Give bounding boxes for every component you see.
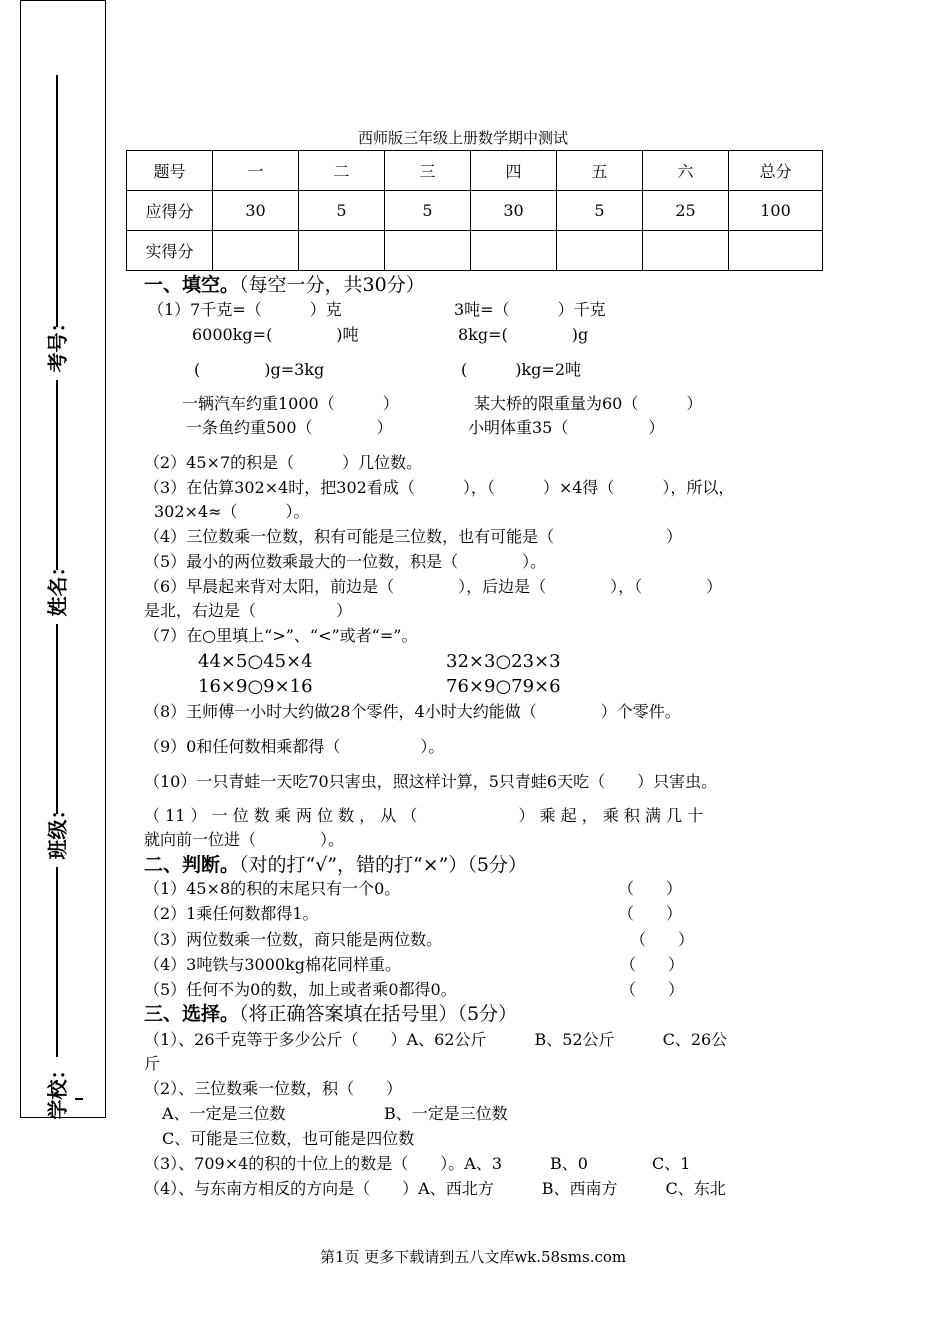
q7-compare-b: 32×3○23×3: [446, 651, 561, 672]
judge-item-3: （3）两位数乘一位数，商只能是两位数。: [144, 930, 443, 949]
score-input-cell[interactable]: [385, 231, 471, 271]
table-cell: 四: [471, 151, 557, 191]
binding-line-3: [56, 624, 58, 814]
q1d-left: 一辆汽车约重1000（ ）: [182, 394, 399, 413]
q11-line1: （ 11 ） 一 位 数 乘 两 位 数 ， 从 （ ） 乘 起 ， 乘 积 满 几 十: [144, 806, 704, 825]
judge-item-4: （4）3吨铁与3000kg棉花同样重。: [144, 955, 402, 974]
table-cell: 5: [385, 191, 471, 231]
q1c-right: ( )kg=2吨: [461, 360, 582, 379]
q1a-right: 3吨=（ ）千克: [454, 300, 606, 319]
q7-compare-a: 44×5○45×4: [198, 651, 313, 672]
table-cell: 一: [213, 151, 299, 191]
choice-q2-option-b: B、一定是三位数: [384, 1104, 508, 1123]
choice-q2-option-c: C、可能是三位数，也可能是四位数: [162, 1129, 415, 1148]
table-cell: 题号: [127, 151, 213, 191]
score-table: [126, 150, 823, 271]
table-row: [127, 151, 823, 191]
choice-q1-line1: （1）、26千克等于多少公斤（ ）A、62公斤 B、52公斤 C、26公: [144, 1030, 728, 1049]
table-row: [127, 231, 823, 271]
judge-paren-2[interactable]: （ ）: [618, 904, 683, 923]
q4: （4）三位数乘一位数，积有可能是三位数，也有可能是（ ）: [144, 527, 683, 546]
table-cell: 实得分: [127, 231, 213, 271]
q1a-left: （1）7千克=（ ）克: [148, 300, 342, 319]
score-input-cell[interactable]: [471, 231, 557, 271]
section2-heading: [144, 853, 527, 877]
binding-line-4: [56, 867, 58, 1057]
table-cell: 5: [299, 191, 385, 231]
table-cell: 应得分: [127, 191, 213, 231]
judge-paren-3[interactable]: （ ）: [630, 930, 695, 949]
q1d-right: 某大桥的限重量为60（ ）: [474, 394, 703, 413]
q6-line2: 是北，右边是（ ）: [144, 601, 353, 620]
q1e-left: 一条鱼约重500（ ）: [186, 418, 393, 437]
q9: （9）0和任何数相乘都得（ ）。: [144, 737, 445, 756]
table-row: [127, 191, 823, 231]
section2-note: （对的打“√”，错的打“×”）（5分）: [239, 854, 527, 876]
judge-paren-4[interactable]: （ ）: [620, 955, 685, 974]
table-cell: 总分: [729, 151, 823, 191]
table-cell: 30: [471, 191, 557, 231]
q11-line2: 就向前一位进（ ）。: [144, 830, 345, 849]
choice-q1-line2: 斤: [144, 1054, 161, 1073]
score-input-cell[interactable]: [729, 231, 823, 271]
section3-title: 三、选择。: [144, 1003, 240, 1025]
table-cell: 二: [299, 151, 385, 191]
q7-compare-d: 76×9○79×6: [446, 676, 561, 697]
section1-heading: [144, 273, 425, 297]
score-input-cell[interactable]: [299, 231, 385, 271]
judge-paren-1[interactable]: （ ）: [618, 879, 683, 898]
table-cell: 30: [213, 191, 299, 231]
q2: （2）45×7的积是（ ）几位数。: [144, 453, 423, 472]
table-cell: 25: [643, 191, 729, 231]
judge-item-2: （2）1乘任何数都得1。: [144, 904, 319, 923]
q7: （7）在○里填上“>”、“<”或者“=”。: [144, 626, 418, 645]
label-kaohao: 考号：: [45, 312, 70, 373]
q10: （10）一只青蛙一天吃70只害虫，照这样计算，5只青蛙6天吃（ ）只害虫。: [144, 772, 718, 791]
binding-line-1: [56, 75, 58, 327]
q5: （5）最小的两位数乘最大的一位数，积是（ ）。: [144, 552, 547, 571]
section2-title: 二、判断。: [144, 854, 240, 876]
table-cell: 五: [557, 151, 643, 191]
q1e-right: 小明体重35（ ）: [468, 418, 665, 437]
page-title: 西师版三年级上册数学期中测试: [358, 129, 569, 147]
section1-note: （每空一分，共30分）: [239, 274, 425, 296]
label-xingming: 姓名：: [45, 556, 70, 617]
choice-q2: （2）、三位数乘一位数，积（ ）: [144, 1079, 403, 1098]
score-input-cell[interactable]: [557, 231, 643, 271]
section3-note: （将正确答案填在括号里）（5分）: [239, 1003, 518, 1025]
q6-line1: （6）早晨起来背对太阳，前边是（ ），后边是（ ），（ ）: [144, 577, 723, 596]
binding-line-2: [56, 380, 58, 570]
choice-q2-option-a: A、一定是三位数: [162, 1104, 286, 1123]
table-cell: 三: [385, 151, 471, 191]
q7-compare-c: 16×9○9×16: [198, 676, 313, 697]
q8: （8）王师傅一小时大约做28个零件，4小时大约能做（ ）个零件。: [144, 702, 681, 721]
score-input-cell[interactable]: [643, 231, 729, 271]
choice-q3: （3）、709×4的积的十位上的数是（ ）。A、3 B、0 C、1: [144, 1154, 691, 1173]
section1-title: 一、填空。: [144, 274, 240, 296]
q1b-left: 6000kg=( )吨: [192, 325, 359, 344]
label-banji: 班级：: [45, 799, 70, 860]
table-cell: 六: [643, 151, 729, 191]
table-cell: 5: [557, 191, 643, 231]
choice-q4: （4）、与东南方相反的方向是（ ）A、西北方 B、西南方 C、东北: [144, 1179, 726, 1198]
q3-line2: 302×4≈（ ）。: [154, 502, 310, 521]
q3-line1: （3）在估算302×4时，把302看成（ ），（ ）×4得（ ），所以，: [144, 478, 735, 497]
label-xuexiao: 学校：: [45, 1059, 70, 1120]
judge-item-1: （1）45×8的积的末尾只有一个0。: [144, 879, 401, 898]
q1c-left: ( )g=3kg: [194, 360, 325, 379]
table-cell: 100: [729, 191, 823, 231]
q1b-right: 8kg=( )g: [458, 325, 589, 344]
page-footer: 第1页 更多下载请到五八文库wk.58sms.com: [320, 1248, 627, 1266]
section3-heading: [144, 1002, 517, 1026]
binding-mark: [75, 1098, 83, 1100]
judge-paren-5[interactable]: （ ）: [620, 980, 685, 999]
judge-item-5: （5）任何不为0的数，加上或者乘0都得0。: [144, 980, 457, 999]
score-input-cell[interactable]: [213, 231, 299, 271]
